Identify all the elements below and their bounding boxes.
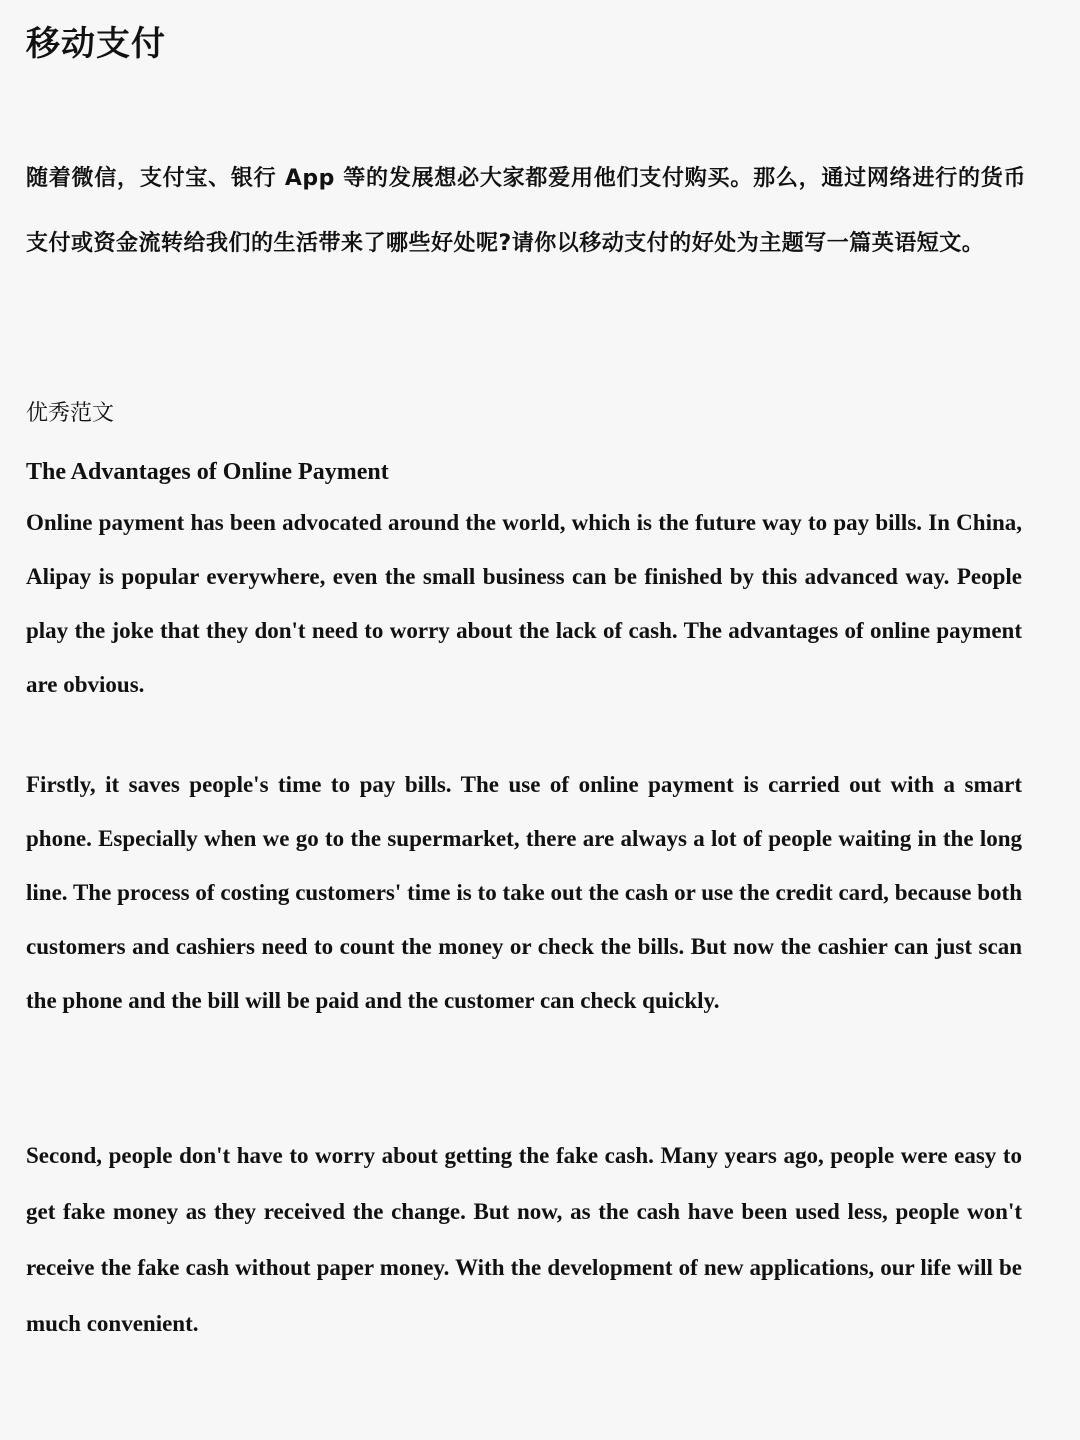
page-title: 移动支付 (26, 24, 166, 64)
essay-paragraph-2: Firstly, it saves people's time to pay bills. The use of online payment is carried out with a smart phone. Especially when we go to the supermarket, there are always a lot of people waiting in the long line. The process of costing customers' time is to take out the cash or use the credit card, because both customers and cashiers need to count the money or check the bills. But now the cashier can just scan the phone and the bill will be paid and the customer can check quickly. (26, 772, 1022, 1013)
essay-paragraph-1: Online payment has been advocated around the world, which is the future way to pay bills. In China, Alipay is popular everywhere, even the small business can be finished by this advanced way. People play the joke that they don't need to worry about the lack of cash. The advantages of online payment are obvious. (26, 510, 1022, 697)
prompt-text: 随着微信，支付宝、银行 App 等的发展想必大家都爱用他们支付购买。那么，通过网络进行的货币支付或资金流转给我们的生活带来了哪些好处呢?请你以移动支付的好处为主题写一篇英语短文。 (26, 166, 1026, 256)
section-label: 优秀范文 (26, 401, 115, 426)
essay-paragraph-3: Second, people don't have to worry about getting the fake cash. Many years ago, people were easy to get fake money as they received the change. But now, as the cash have been used less, people won't receive the fake cash without paper money. With the development of new applications, our life will be much convenient. (26, 1143, 1022, 1336)
essay-title: The Advantages of Online Payment (26, 459, 389, 485)
